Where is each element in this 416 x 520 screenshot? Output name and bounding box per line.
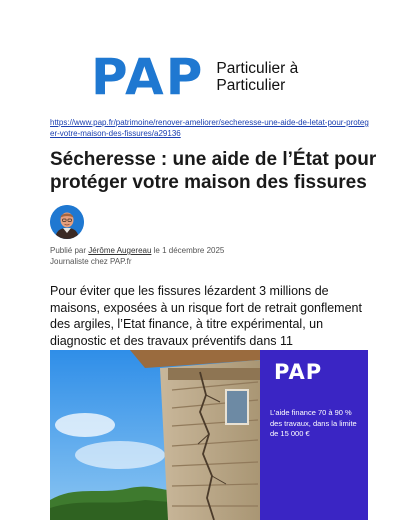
tagline-line-1: Particulier à: [216, 60, 299, 77]
cracked-house-photo: [50, 350, 260, 520]
author-link[interactable]: Jérôme Augereau: [88, 246, 152, 255]
panel-pap-logo: PAP: [274, 360, 323, 384]
brand-tagline: [216, 60, 298, 94]
source-url-link[interactable]: https://www.pap.fr/patrimoine/renover-ameliorer/secheresse-une-aide-de-letat-pour-proteger-votre-maison-des-fissures/a29136: [50, 118, 369, 138]
pap-logo[interactable]: PAP: [91, 48, 205, 106]
published-date: le 1 décembre 2025: [153, 246, 225, 255]
published-prefix: Publié par: [50, 246, 87, 255]
tagline-line-2: Particulier: [216, 77, 286, 94]
hero-image: [50, 350, 368, 520]
panel-aid-text: L’aide finance 70 à 90 % des travaux, dans la limite de 15 000 €: [270, 408, 357, 438]
author-portrait-icon: [50, 205, 84, 239]
hero-info-panel: [260, 350, 368, 520]
author-avatar[interactable]: [50, 205, 84, 239]
published-line: [50, 245, 224, 256]
brand-header: [91, 48, 299, 106]
article-lead: Pour éviter que les fissures lézardent 3 millions de maisons, exposées à un risque fort de retrait gonflement des argiles, l’Etat finance, à titre expérimental, un diagnostic et des travaux préventifs dans 11: [50, 284, 362, 348]
byline: [50, 245, 224, 267]
author-role: Journaliste chez PAP.fr: [50, 257, 132, 266]
article-title: Sécheresse : une aide de l’État pour protéger votre maison des fissures: [50, 149, 377, 193]
